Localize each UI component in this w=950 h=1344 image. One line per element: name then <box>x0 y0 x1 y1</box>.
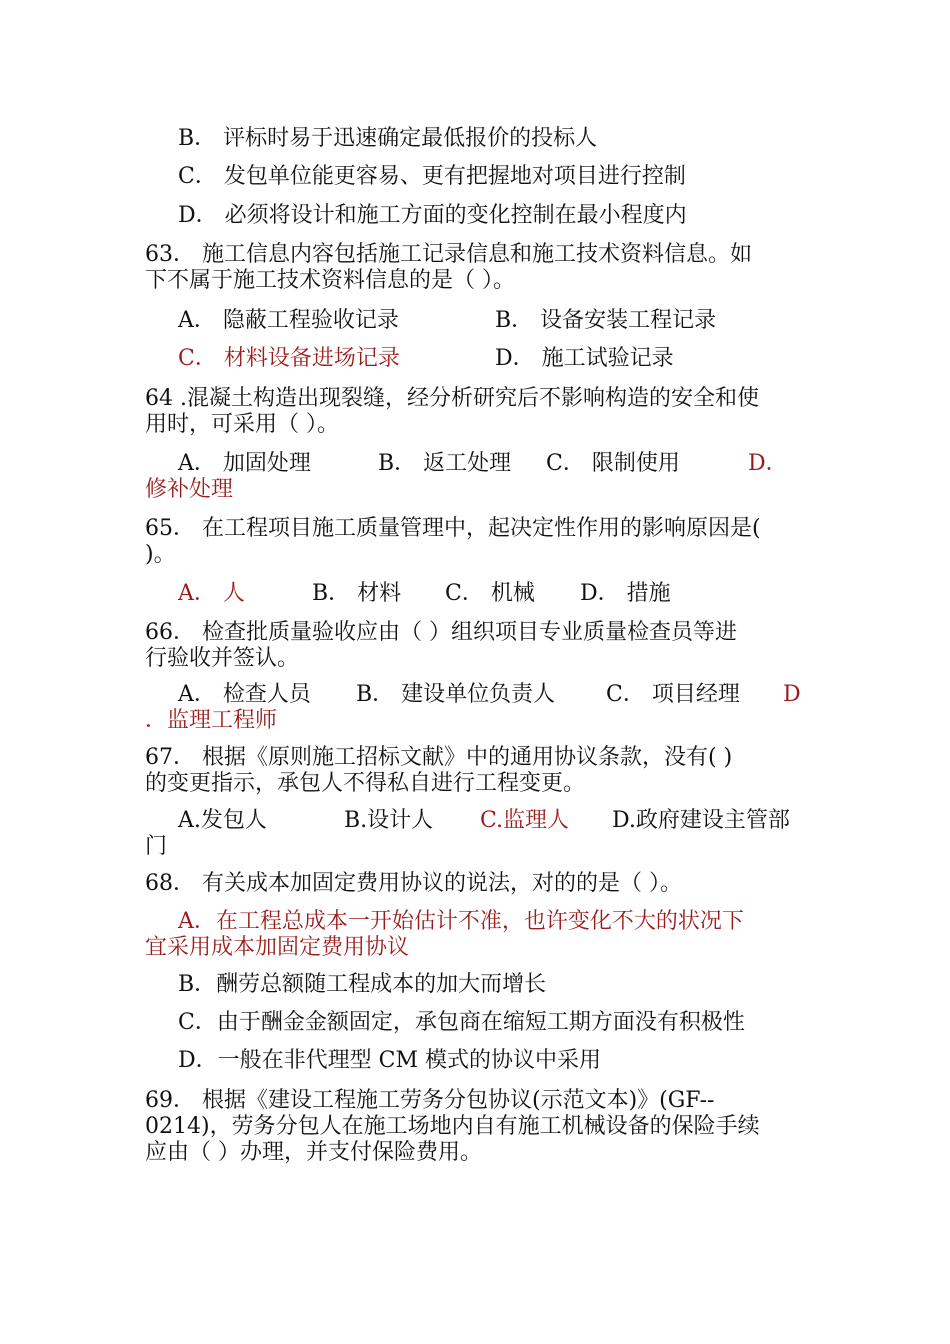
q65-option-c: C． 机械 <box>445 581 535 606</box>
q62-option-c: C． 发包单位能更容易、更有把握地对项目进行控制 <box>178 164 686 189</box>
q69-stem-line3: 应由（ ）办理，并支付保险费用。 <box>145 1140 482 1165</box>
q65-stem-line1: 65． 在工程项目施工质量管理中，起决定性作用的影响原因是( <box>145 516 761 541</box>
q66-option-a: A． 检查人员 <box>178 682 311 707</box>
q64-stem-line1: 64 .混凝土构造出现裂缝，经分析研究后不影响构造的安全和使 <box>145 386 759 411</box>
q63-stem-line2: 下不属于施工技术资料信息的是（ ）。 <box>145 268 515 293</box>
q62-option-d: D． 必须将设计和施工方面的变化控制在最小程度内 <box>178 203 687 228</box>
q67-option-c-answer: C.监理人 <box>480 808 570 833</box>
q63-option-d: D． 施工试验记录 <box>495 346 674 371</box>
q67-option-b: B.设计人 <box>344 808 434 833</box>
q62-option-b: B． 评标时易于迅速确定最低报价的投标人 <box>178 126 598 151</box>
q69-stem-line1: 69． 根据《建设工程施工劳务分包协议(示范文本)》(GF-- <box>145 1088 715 1113</box>
q64-option-d-answer-label: D． <box>748 451 788 476</box>
q66-option-d-answer-label: D <box>783 682 801 707</box>
q65-option-b: B． 材料 <box>312 581 402 606</box>
q64-stem-line2: 用时，可采用（ ）。 <box>145 412 339 437</box>
q67-option-d-line2: 门 <box>145 834 168 859</box>
q66-stem-line2: 行验收并签认。 <box>145 646 300 671</box>
q68-option-a-answer-line2: 宜采用成本加固定费用协议 <box>145 935 410 960</box>
q67-option-a: A.发包人 <box>178 808 267 833</box>
q63-option-b: B． 设备安装工程记录 <box>495 308 717 333</box>
q67-stem-line2: 的变更指示，承包人不得私自进行工程变更。 <box>145 771 586 796</box>
q66-option-c: C． 项目经理 <box>606 682 740 707</box>
q64-option-a: A． 加固处理 <box>178 451 311 476</box>
q66-option-b: B． 建设单位负责人 <box>356 682 556 707</box>
q69-stem-line2: 0214)，劳务分包人在施工场地内自有施工机械设备的保险手续 <box>145 1114 760 1139</box>
q66-option-d-answer-text: ．监理工程师 <box>145 708 278 733</box>
q65-option-d: D． 措施 <box>580 581 671 606</box>
q67-option-d-line1: D.政府建设主管部 <box>612 808 790 833</box>
q68-stem: 68． 有关成本加固定费用协议的说法，对的的是（ ）。 <box>145 871 682 896</box>
q64-option-b: B． 返工处理 <box>378 451 512 476</box>
q63-option-a: A． 隐蔽工程验收记录 <box>178 308 399 333</box>
q64-option-d-answer-text: 修补处理 <box>145 477 234 502</box>
q68-option-d: D．一般在非代理型 CM 模式的协议中采用 <box>178 1048 601 1073</box>
q63-option-c-answer: C． 材料设备进场记录 <box>178 346 400 371</box>
q66-stem-line1: 66． 检查批质量验收应由（ ）组织项目专业质量检查员等进 <box>145 620 737 645</box>
q68-option-c: C．由于酬金金额固定，承包商在缩短工期方面没有积极性 <box>178 1010 745 1035</box>
q68-option-b: B．酬劳总额随工程成本的加大而增长 <box>178 972 547 997</box>
q65-stem-line2: )。 <box>145 542 176 567</box>
q68-option-a-answer-line1: A．在工程总成本一开始估计不准，也许变化不大的状况下 <box>178 909 744 934</box>
q65-option-a-answer: A． 人 <box>178 581 245 606</box>
q64-option-c: C． 限制使用 <box>546 451 680 476</box>
q63-stem-line1: 63． 施工信息内容包括施工记录信息和施工技术资料信息。如 <box>145 242 752 267</box>
q67-stem-line1: 67． 根据《原则施工招标文献》中的通用协议条款，没有( ) <box>145 745 733 770</box>
